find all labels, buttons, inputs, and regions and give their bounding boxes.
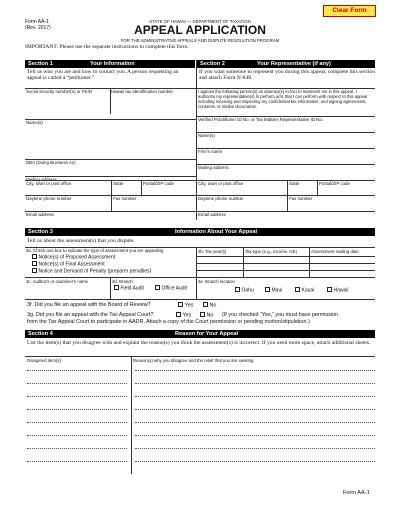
mailing-address-field[interactable]: Mailing address: [25, 176, 196, 193]
section1-title: Your Information: [90, 61, 135, 67]
section4-label: Section 4: [28, 331, 53, 337]
section4-divider: [131, 356, 132, 474]
q3b-divider1: [243, 247, 244, 277]
penalty-label: Notice and Demand of Penalty (preparer penalties): [38, 268, 152, 275]
section3-intro: Tell us about the assessment(s) that you dispute.: [27, 238, 135, 244]
section4-intro: List the item(s) that you disagree with and explain the reason(s) you think the assessment(s) is incorrect. If you need more space, attach additional sheets.: [27, 340, 371, 346]
rep-names-field[interactable]: Name(s): [197, 132, 375, 148]
mailing-date-label: Assessment mailing date: [311, 249, 359, 254]
section2-label: Section 2: [200, 61, 225, 67]
rep-city-field[interactable]: City, town or post office: [197, 180, 287, 195]
footer-form-number: Form AA-1: [343, 490, 370, 496]
agency-name: STATE OF HAWAII — DEPARTMENT OF TAXATION: [149, 19, 251, 24]
disagreed-item-line[interactable]: [27, 461, 127, 462]
rep-email-field[interactable]: Email address: [197, 211, 375, 225]
proposed-checkbox[interactable]: [32, 254, 37, 259]
representative-consent: I appoint the following person(s) as attorney(s)-in-fact to represent me in this appeal. I authorize my representative(s) to perform acts that I can perform with respect to this appeal including receiving and inspecting my confidential tax information, and signing agreements, consents, or similar documents.: [197, 88, 375, 116]
option-penalty[interactable]: [32, 268, 151, 275]
option-proposed-assessment[interactable]: [32, 254, 115, 261]
section3-label: Section 3: [28, 229, 53, 235]
maui-label: Maui: [271, 287, 283, 294]
q3g-note-line2: from the Tax Appeal Court to participate in AADR. Attach a copy of the Court permission or pending motion/stipulation.): [27, 319, 310, 325]
rep-mailing-field[interactable]: Mailing address: [197, 164, 375, 180]
q3c-divider: [110, 277, 111, 299]
section2-bar: [197, 60, 375, 68]
q3a-label: 3a. Check one box to indicate the type of assessment you are appealing: [26, 248, 164, 253]
hawaii-tax-id-field[interactable]: Hawaii tax identification number: [110, 88, 196, 114]
zip-field[interactable]: Postal/ZIP code: [141, 180, 196, 195]
rule-3c: [25, 277, 375, 278]
email-field[interactable]: Email address: [25, 211, 196, 225]
disagreed-item-line[interactable]: [27, 448, 127, 449]
tax-type-label: Tax type (e.g., income, GE): [245, 249, 298, 254]
section4-bar: [25, 330, 375, 338]
q3g-no-checkbox[interactable]: [200, 312, 205, 317]
field-audit-checkbox[interactable]: [114, 285, 119, 290]
section4-title: Reason for Your Appeal: [175, 331, 238, 337]
q3f-question: 3f. Did you file an appeal with the Board of Review?: [27, 302, 151, 308]
rule-3f: [25, 299, 375, 300]
q3f-yes[interactable]: [178, 302, 193, 309]
row-3b-2: [197, 263, 375, 264]
q3g-no[interactable]: [200, 312, 213, 319]
disagreed-item-line[interactable]: [27, 396, 127, 397]
ssn-field[interactable]: Social security number(s) or FEIN: [25, 88, 110, 100]
q3b-label: 3b. Tax year(s): [198, 249, 227, 254]
maui-option[interactable]: [265, 287, 282, 294]
final-checkbox[interactable]: [32, 261, 37, 266]
phone-field[interactable]: Daytime phone number: [25, 195, 111, 211]
rep-zip-field[interactable]: Postal/ZIP code: [317, 180, 375, 195]
field-audit-option[interactable]: [114, 285, 144, 292]
office-audit-checkbox[interactable]: [155, 285, 160, 290]
form-number: Form AA-1: [25, 19, 49, 25]
oahu-checkbox[interactable]: [235, 287, 240, 292]
section1-bar: [25, 60, 195, 68]
q3b-divider2: [309, 247, 310, 277]
q3g-yes-checkbox[interactable]: [176, 312, 181, 317]
office-audit-option[interactable]: [155, 285, 187, 292]
firm-name-field[interactable]: Firm's name: [197, 148, 375, 164]
form-subtitle: FOR THE ADMINISTRATIVE APPEALS AND DISPUTE RESOLUTION PROGRAM: [120, 38, 280, 43]
final-label: Notice(s) of Final Assessment: [38, 261, 105, 268]
oahu-option[interactable]: [235, 287, 254, 294]
section3-title: Information About Your Appeal: [175, 229, 258, 235]
clear-form-button[interactable]: Clear Form: [323, 5, 376, 17]
q3f-no[interactable]: [203, 302, 216, 309]
form-revision: (Rev. 2017): [25, 25, 51, 31]
oahu-label: Oahu: [241, 287, 254, 294]
reason-line[interactable]: [135, 409, 375, 410]
section3-bar: [25, 228, 375, 236]
disagreed-item-line[interactable]: [27, 383, 127, 384]
kauai-label: Kauai: [301, 287, 315, 294]
penalty-checkbox[interactable]: [32, 268, 37, 273]
hawaii-label: Hawaii: [333, 287, 349, 294]
reasons-header: Reason(s) why you disagree and the relief that you are seeking: [133, 358, 254, 363]
disagreed-item-line[interactable]: [27, 409, 127, 410]
city-field[interactable]: City, town or post office: [25, 180, 111, 195]
q3c-label: 3c. Auditor's or examiner's name: [26, 279, 89, 284]
q3f-no-label: No: [209, 302, 217, 309]
reason-line[interactable]: [135, 461, 375, 462]
section2-title: Your Representative (if any): [257, 61, 331, 67]
rep-state-field[interactable]: State: [287, 180, 317, 195]
dba-field[interactable]: DBA (Doing Business As): [25, 159, 196, 176]
q3g-question: 3g. Did you file an appeal with the Tax Appeal Court?: [27, 312, 154, 318]
field-audit-label: Field Audit: [120, 285, 144, 292]
q3-divider: [196, 247, 197, 299]
rep-phone-field[interactable]: Daytime phone number: [197, 195, 287, 211]
q3f-yes-checkbox[interactable]: [178, 302, 183, 307]
rule-4: [25, 356, 375, 357]
q3f-yes-label: Yes: [184, 302, 194, 309]
section1-label: Section 1: [28, 61, 53, 67]
disagreed-item-line[interactable]: [27, 370, 127, 371]
reason-line[interactable]: [135, 383, 375, 384]
q3g-yes-label: Yes: [182, 312, 192, 319]
proposed-label: Notice(s) of Proposed Assessment: [38, 254, 116, 261]
reason-line[interactable]: [135, 396, 375, 397]
maui-checkbox[interactable]: [265, 287, 270, 292]
rep-fax-field[interactable]: Fax number: [287, 195, 375, 211]
section2-intro: If you want someone to represent you during this appeal, complete this section and attach Form N-848.: [199, 69, 376, 82]
disagreed-item-line[interactable]: [27, 422, 127, 423]
hawaii-checkbox[interactable]: [327, 287, 332, 292]
row-3b-3: [197, 270, 375, 271]
office-audit-label: Office Audit: [161, 285, 187, 292]
q3f-no-checkbox[interactable]: [203, 302, 208, 307]
important-note: IMPORTANT: Please use the separate instructions to complete this form.: [25, 44, 189, 50]
petitioner-names-field[interactable]: Name(s): [25, 119, 196, 159]
q3g-yes[interactable]: [176, 312, 191, 319]
reason-line[interactable]: [135, 422, 375, 423]
verified-id-field[interactable]: Verified Practitioner ID No. or Tax Matters Representative ID No.: [197, 116, 375, 132]
reason-line[interactable]: [135, 448, 375, 449]
kauai-checkbox[interactable]: [295, 287, 300, 292]
option-final-assessment[interactable]: [32, 261, 105, 268]
kauai-option[interactable]: [295, 287, 314, 294]
row-3b-1: [197, 256, 375, 257]
q3d-label: 3d. Branch: [112, 279, 133, 284]
form-title: APPEAL APPLICATION: [134, 23, 266, 37]
q3g-no-label: No: [206, 312, 214, 319]
fax-field[interactable]: Fax number: [111, 195, 196, 211]
hawaii-option[interactable]: [327, 287, 349, 294]
disagreed-item-line[interactable]: [27, 435, 127, 436]
section1-intro: Tell us who you are and how to contact you. A person requesting an appeal is called a “petitioner.”: [27, 69, 179, 82]
reason-line[interactable]: [135, 370, 375, 371]
q3e-label: 3e. Branch location: [198, 279, 235, 284]
disagreed-items-header: Disagreed item(s): [27, 358, 61, 363]
q3g-note: (If you checked “Yes,” you must have permission: [222, 312, 339, 318]
reason-line[interactable]: [135, 435, 375, 436]
state-field[interactable]: State: [111, 180, 141, 195]
